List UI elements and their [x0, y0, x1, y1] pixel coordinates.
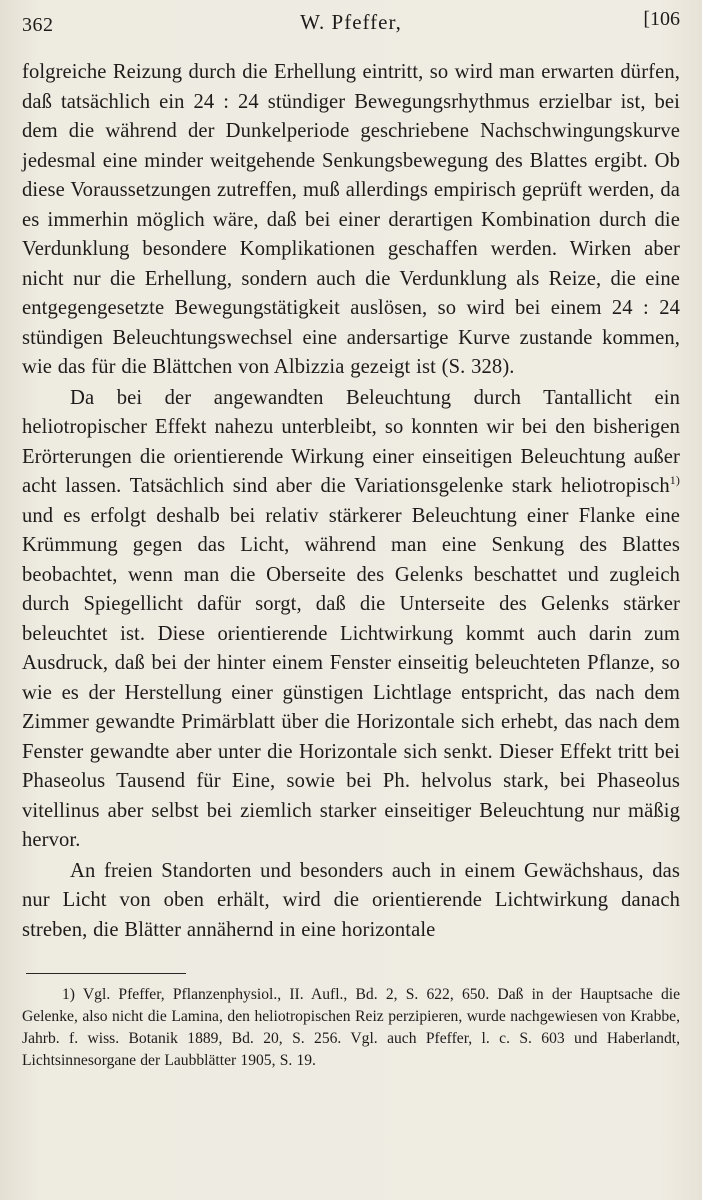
footnote-divider: [26, 973, 186, 974]
footnote-marker: 1): [62, 986, 75, 1003]
footnote-text: Vgl. Pfeffer, Pflanzenphysiol., II. Aufl., Bd. 2, S. 622, 650. Daß in der Hauptsache die Gelenke, also nicht die Lamina, den heliotropischen Reiz perzipieren, wurde nachgewiesen von Krabbe, Jahrb. f. wiss. Botanik 1889, Bd. 20, S. 256. Vgl. auch Pfeffer, l. c. S. 603 und Haberlandt, Lichtsinnesorgane der Laubblätter 1905, S. 19.: [22, 986, 681, 1069]
section-number: [106: [643, 8, 680, 30]
page-header: [22, 0, 680, 58]
running-head: W. Pfeffer,: [300, 10, 402, 34]
footnote: [22, 984, 680, 1072]
paragraph-3: An freien Standorten und besonders auch in einem Gewächshaus, das nur Licht von oben erhält, wird die orientierende Lichtwirkung danach streben, die Blätter annähernd in eine horizontale: [22, 859, 680, 941]
footnote-reference: 1): [669, 473, 680, 488]
paragraph-1: folgreiche Reizung durch die Erhellung eintritt, so wird man erwarten dürfen, daß tatsächlich ein 24 : 24 stündiger Bewegungsrhythmus erzielbar ist, bei dem die während der Dunkelperiode geschriebene Nachschwingungskurve jedesmal eine minder weitgehende Senkungsbewegung des Blattes ergibt. Ob diese Voraussetzungen zutreffen, muß allerdings empirisch geprüft werden, da es immerhin möglich wäre, daß bei einer derartigen Kombination durch die Verdunklung besondere Komplikationen geschaffen werden. Wirken aber nicht nur die Erhellung, sondern auch die Verdunklung als Reize, die eine entgegengesetzte Bewegungstätigkeit auslösen, so wird bei einem 24 : 24 stündigen Beleuchtungswechsel eine andersartige Kurve zustande kommen, wie das für die Blättchen von Albizzia gezeigt ist (S. 328).: [22, 61, 680, 378]
paragraph-2-part-1: Da bei der angewandten Beleuchtung durch Tantallicht ein heliotropischer Effekt nahezu unterbleibt, so konnten wir bei den bisherigen Erörterungen die orientierende Wirkung einer einseitigen Beleuchtung außer acht lassen. Tatsächlich sind aber die Variationsgelenke stark heliotropisch: [22, 386, 680, 497]
paragraph-2: [22, 384, 680, 856]
body-text: [22, 58, 680, 945]
page-number: 362: [22, 14, 54, 36]
paragraph-2-part-2: und es erfolgt deshalb bei relativ stärkerer Beleuchtung einer Flanke eine Krümmung gegen das Licht, während man eine Senkung des Blattes beobachtet, wenn man die Oberseite des Gelenks beschattet und zugleich durch Spiegellicht dafür sorgt, daß die Unterseite des Gelenks stärker beleuchtet ist. Diese orientierende Lichtwirkung kommt auch darin zum Ausdruck, daß bei der hinter einem Fenster einseitig beleuchteten Pflanze, so wie es der Herstellung einer günstigen Lichtlage entspricht, das nach dem Zimmer gewandte Primärblatt über die Horizontale sich erhebt, das nach dem Fenster gewandte aber unter die Horizontale sich senkt. Dieser Effekt tritt bei Phaseolus Tausend für Eine, sowie bei Ph. helvolus stark, bei Phaseolus vitellinus aber selbst bei ziemlich starker einseitiger Beleuchtung nur mäßig hervor.: [22, 504, 680, 851]
